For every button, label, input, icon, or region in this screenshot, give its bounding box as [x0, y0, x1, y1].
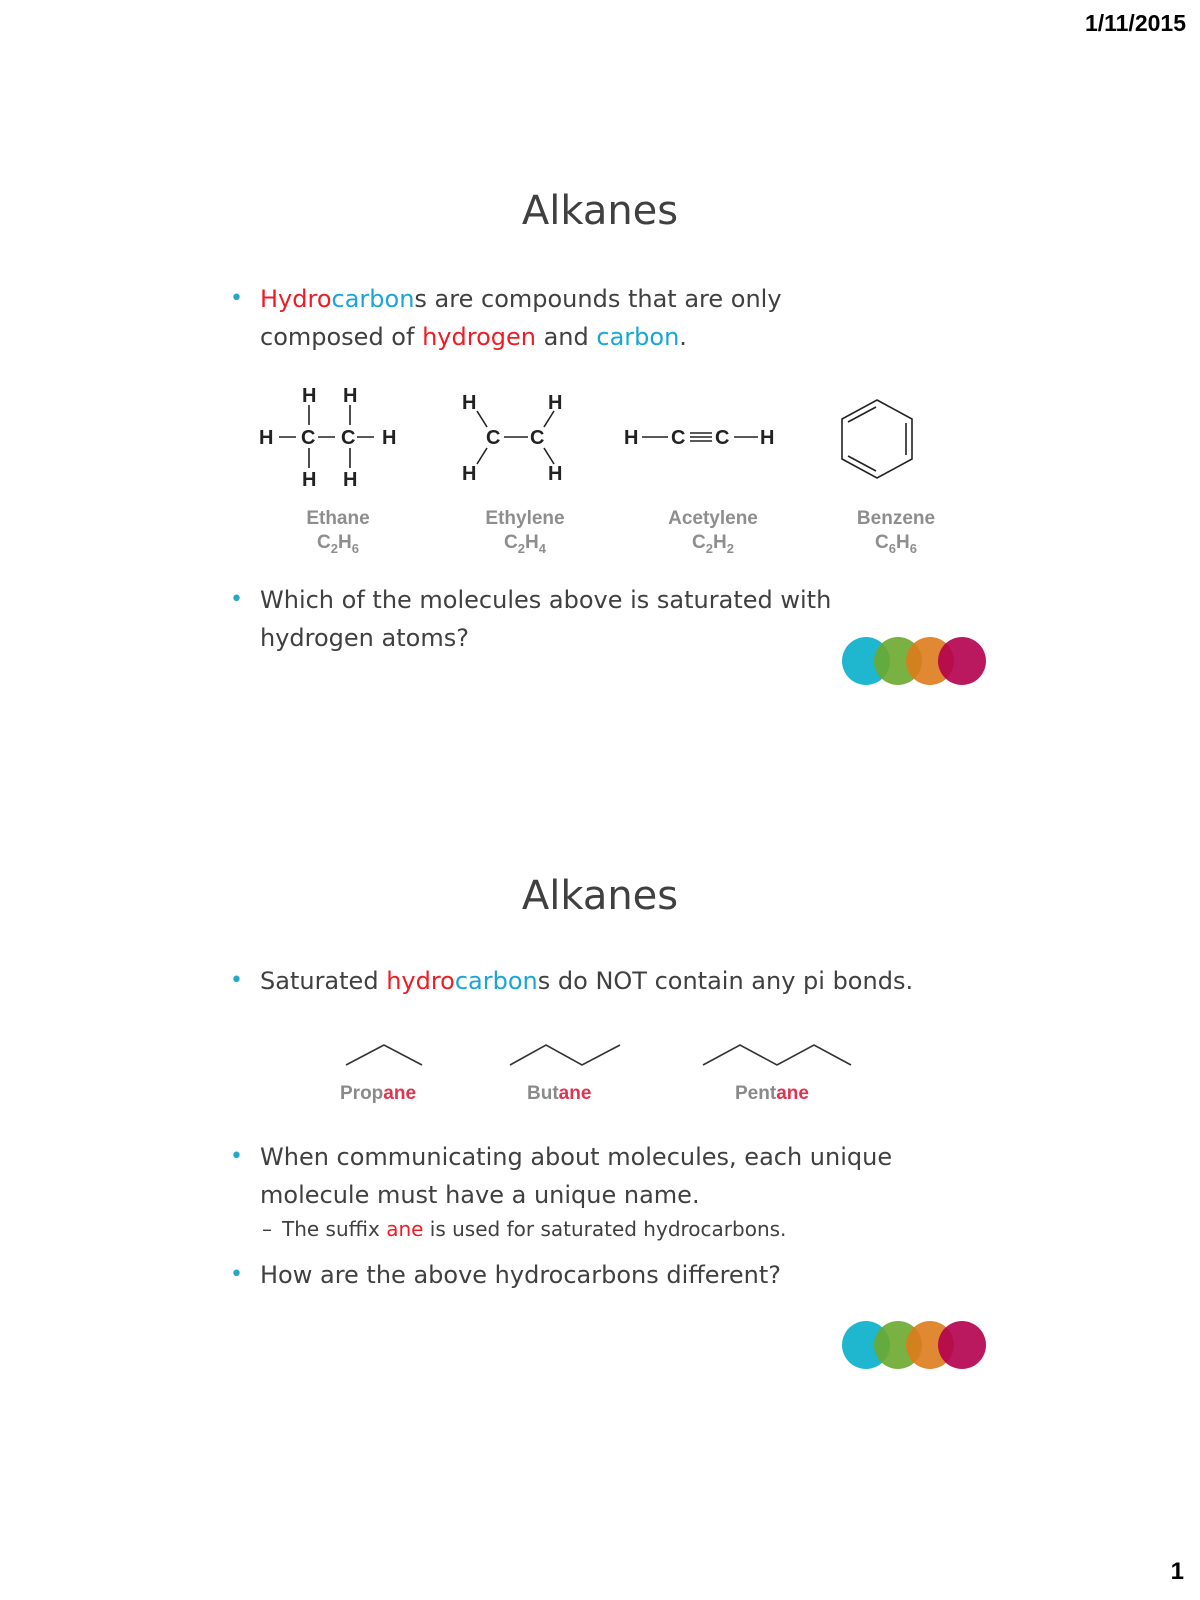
- atom-h: H: [382, 427, 397, 449]
- atom-h: H: [259, 427, 274, 449]
- bullet-text: Saturated: [260, 967, 387, 995]
- atom-c: C: [301, 427, 316, 449]
- hydro-word: hydro: [386, 967, 455, 995]
- bullet-text: s do NOT contain any pi bonds.: [537, 967, 914, 995]
- atom-c: C: [530, 427, 545, 449]
- bullet-text: is used for saturated hydrocarbons.: [423, 1217, 787, 1241]
- carbon-word-2: carbon: [596, 323, 680, 351]
- atom-h: H: [462, 463, 477, 485]
- alkane-skeletal-structures: [330, 1033, 870, 1073]
- bullet-text: How are the above hydrocarbons different?: [260, 1261, 782, 1289]
- bullet-text: and: [535, 323, 597, 351]
- bullet-how-different: [230, 1256, 950, 1294]
- bullet-text: When communicating about molecules, each unique: [260, 1143, 893, 1171]
- slide-2: [0, 855, 1200, 1415]
- bullet-dot: •: [230, 286, 243, 311]
- atom-c: C: [341, 427, 356, 449]
- page-number: 1: [1170, 1558, 1184, 1585]
- alkane-label-pentane: Pentane: [735, 1083, 809, 1104]
- sub-bullet-suffix: [262, 1217, 786, 1241]
- molecule-name-acetylene: Acetylene: [668, 508, 758, 529]
- atom-h: H: [302, 385, 317, 407]
- slide-2-title: Alkanes: [521, 873, 679, 919]
- slide-1-title: Alkanes: [521, 188, 679, 234]
- atom-h: H: [624, 427, 639, 449]
- carbon-word: carbon: [454, 967, 538, 995]
- formula-acetylene: $C_2H_2$: [692, 532, 734, 556]
- bullet-dot: •: [230, 1262, 243, 1287]
- bullet-no-pi-bonds: [230, 962, 950, 1000]
- bullet-text: .: [679, 323, 687, 351]
- atom-h: H: [462, 392, 477, 414]
- atom-h: H: [343, 385, 358, 407]
- carbon-word: carbon: [331, 285, 415, 313]
- bullet-text: composed of: [260, 323, 423, 351]
- bullet-text: s are compounds that are only: [414, 285, 782, 313]
- bullet-dot: •: [230, 968, 243, 993]
- atom-h: H: [548, 463, 563, 485]
- four-circles-logo: [840, 1319, 990, 1371]
- atom-c: C: [486, 427, 501, 449]
- four-circles-logo: [840, 635, 990, 687]
- bullet-text: hydrogen atoms?: [260, 624, 469, 652]
- formula-ethane: $C_2H_6$: [317, 532, 359, 556]
- molecule-name-benzene: Benzene: [856, 508, 936, 529]
- sub-bullet-dash: –: [262, 1217, 272, 1241]
- suffix-word: ane: [386, 1217, 424, 1241]
- alkane-label-propane: Propane: [340, 1083, 417, 1104]
- alkane-label-butane: Butane: [527, 1083, 592, 1104]
- formula-benzene: $C_6H_6$: [875, 532, 917, 556]
- molecule-name-ethane: Ethane: [306, 508, 370, 529]
- bullet-unique-name: [230, 1138, 950, 1214]
- atom-h: H: [343, 469, 358, 491]
- atom-c: C: [715, 427, 730, 449]
- atom-h: H: [760, 427, 775, 449]
- slide-date: 1/11/2015: [1084, 10, 1186, 36]
- molecule-name-ethylene: Ethylene: [485, 508, 565, 529]
- atom-h: H: [548, 392, 563, 414]
- molecule-structures: [250, 385, 950, 505]
- bullet-dot: •: [230, 587, 243, 612]
- bullet-text: molecule must have a unique name.: [260, 1181, 700, 1209]
- bullet-text: The suffix: [282, 1217, 387, 1241]
- atom-c: C: [671, 427, 686, 449]
- hydrogen-word: hydrogen: [422, 323, 536, 351]
- bullet-text: Which of the molecules above is saturated with: [260, 586, 832, 614]
- slide-1: [0, 170, 1200, 730]
- atom-h: H: [302, 469, 317, 491]
- bullet-dot: •: [230, 1144, 243, 1169]
- bullet-hydrocarbon-definition: [230, 280, 950, 356]
- formula-ethylene: $C_2H_4$: [504, 532, 546, 556]
- hydro-word: Hydro: [260, 285, 332, 313]
